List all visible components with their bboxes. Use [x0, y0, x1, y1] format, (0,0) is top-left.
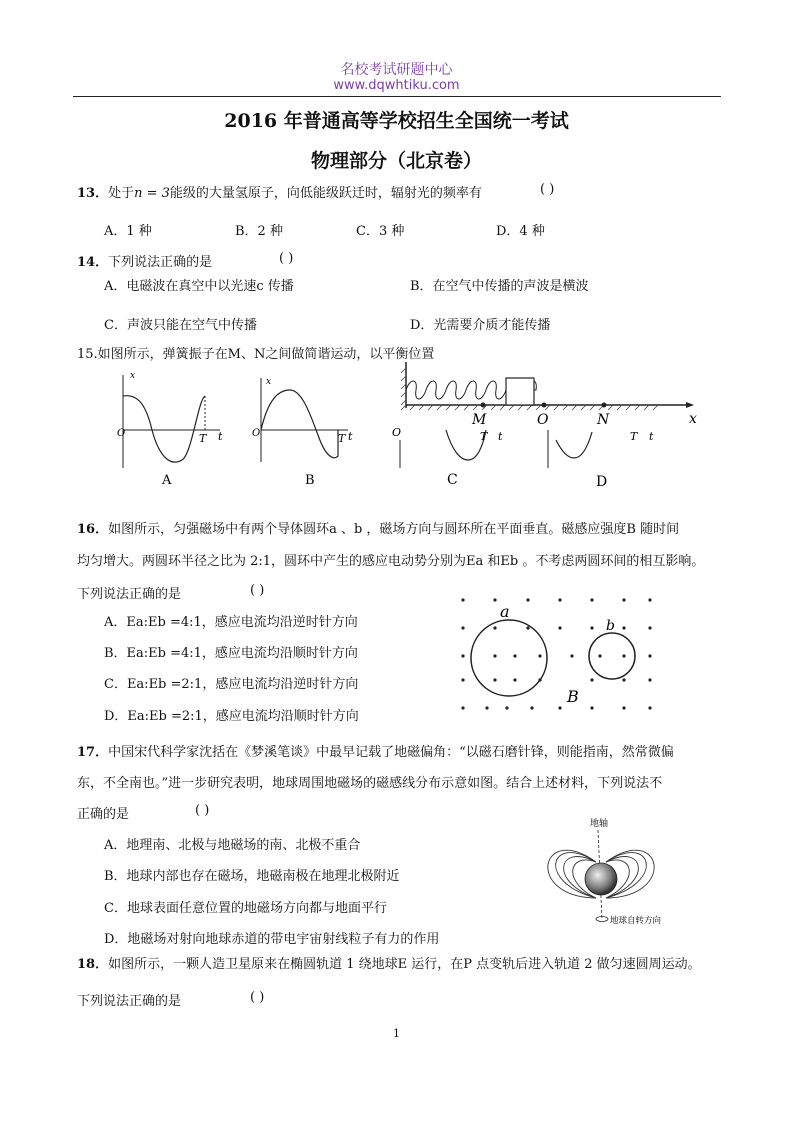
graph-c-label: C — [447, 472, 458, 488]
q17-option-d: D．地磁场对射向地球赤道的带电宇宙射线粒子有力的作用 — [104, 932, 440, 947]
header-rule — [73, 96, 721, 97]
q14-option-a: A．电磁波在真空中以光速c 传播 — [104, 279, 294, 294]
graph-c-period: T — [480, 430, 488, 443]
q16-line2: 均匀增大。两圆环半径之比为 2:1，圆环中产生的感应电动势分别为Ea 和Eb 。不考虑两圆环间的相互影响。 — [77, 554, 705, 569]
q18-line1 — [77, 953, 701, 972]
q15-graph-d — [548, 430, 654, 490]
header-site-name: 名校考试研题中心 — [340, 62, 453, 78]
q17-option-b: B．地球内部也存在磁场，地磁南极在地理北极附近 — [104, 869, 400, 884]
q13-option-a: A．1 种 — [104, 224, 152, 239]
exam-title: 2016 年普通高等学校招生全国统一考试 — [224, 110, 569, 132]
graph-c-origin: O — [392, 426, 402, 439]
q16-option-a: A．Ea:Eb =4:1，感应电流均沿逆时针方向 — [104, 615, 358, 630]
graph-c-t-label: t — [498, 430, 503, 443]
graph-d-label: D — [596, 474, 608, 490]
q16-line1 — [77, 518, 679, 537]
q14-number: 14． — [77, 255, 109, 270]
q16-option-c: C．Ea:Eb =2:1，感应电流均沿逆时针方向 — [104, 677, 359, 692]
header-url: www.dqwhtiku.com — [333, 78, 460, 93]
q13-answer-paren: ( ) — [540, 182, 555, 197]
q13-option-c: C．3 种 — [356, 224, 405, 239]
earth-axis-label: 地轴 — [590, 819, 609, 829]
q15-spring-oscillator — [401, 362, 697, 428]
graph-d-period: T — [630, 430, 638, 443]
q18-answer-paren: ( ) — [250, 990, 265, 1005]
graph-d-curve — [556, 432, 592, 458]
ring-a — [471, 620, 547, 696]
graph-a-curve — [123, 396, 205, 462]
graph-b-curve — [261, 390, 338, 458]
graph-b-t-label: t — [348, 430, 353, 443]
graph-d-t-label: t — [649, 430, 654, 443]
point-o: O — [537, 412, 549, 428]
q18-text1: 如图所示，一颗人造卫星原来在椭圆轨道 1 绕地球E 运行，在P 点变轨后进入轨道 2 做匀速圆周运动。 — [108, 957, 701, 972]
graph-b-x-label: x — [266, 377, 272, 387]
q16-number: 16． — [77, 522, 109, 537]
q17-line1 — [77, 741, 674, 760]
q13-math: n = 3 — [134, 186, 170, 201]
q14-answer-paren: ( ) — [279, 251, 294, 266]
q18-line2: 下列说法正确的是 — [77, 994, 182, 1009]
graph-a-x-label: x — [130, 371, 136, 381]
graph-a-t-label: t — [218, 430, 223, 443]
q14-text: 下列说法正确的是 — [108, 255, 213, 270]
point-m: M — [472, 412, 487, 428]
q17-answer-paren: ( ) — [195, 803, 210, 818]
graph-a-label: A — [162, 473, 172, 488]
q13-post: 能级的大量氢原子，向低能级跃迁时，辐射光的频率有 — [169, 186, 482, 201]
q13-stem — [77, 182, 482, 201]
point-n: N — [597, 412, 610, 428]
graph-a-origin: O — [117, 428, 126, 439]
q17-text1: 中国宋代科学家沈括在《梦溪笔谈》中最早记载了地磁偏角：“以磁石磨针锋，则能指南，然常微偏 — [108, 745, 674, 760]
q17-option-a: A．地理南、北极与地磁场的南、北极不重合 — [104, 838, 361, 853]
earth — [585, 863, 617, 895]
ring-b — [589, 633, 635, 679]
q14-option-c: C．声波只能在空气中传播 — [104, 318, 257, 333]
q17-number: 17． — [77, 745, 109, 760]
spring-x-label: x — [689, 411, 697, 427]
q17-figure — [530, 812, 680, 930]
graph-a-period: T — [199, 432, 207, 445]
q13-option-d: D．4 种 — [496, 224, 545, 239]
page-number: 1 — [393, 1027, 400, 1040]
q15-stem: 15.如图所示，弹簧振子在M、N之间做简谐运动，以平衡位置 — [77, 347, 435, 362]
q15-graph-a — [117, 371, 223, 488]
graph-b-period: T — [338, 432, 346, 445]
graph-b-label: B — [305, 473, 315, 488]
field-b-label: B — [567, 687, 579, 706]
q16-line3: 下列说法正确的是 — [77, 587, 182, 602]
q16-text1: 如图所示，匀强磁场中有两个导体圆环a 、b ，磁场方向与圆环所在平面垂直。磁感应强度B 随时间 — [108, 522, 680, 537]
q17-option-c: C．地球表面任意位置的地磁场方向都与地面平行 — [104, 901, 387, 916]
q14-stem — [77, 251, 212, 270]
earth-rotation-label: 地球自转方向 — [610, 916, 662, 926]
q17-line2: 东，不全南也。”进一步研究表明，地球周围地磁场的磁感线分布示意如图。结合上述材料，下列说法不 — [77, 776, 663, 791]
q13-number: 13． — [77, 186, 109, 201]
exam-subtitle: 物理部分（北京卷） — [310, 150, 482, 172]
magnetic-field-dots — [461, 598, 651, 709]
q14-option-d: D．光需要介质才能传播 — [410, 318, 551, 333]
q16-figure — [450, 590, 670, 720]
q16-option-b: B．Ea:Eb =4:1，感应电流均沿顺时针方向 — [104, 646, 358, 661]
q15-graph-b — [252, 377, 353, 488]
q15-figures — [100, 360, 720, 500]
ring-b-label: b — [606, 618, 615, 634]
mass-block — [506, 378, 534, 405]
q17-line3: 正确的是 — [77, 807, 130, 822]
q18-number: 18． — [77, 957, 109, 972]
q16-option-d: D．Ea:Eb =2:1，感应电流均沿顺时针方向 — [104, 709, 359, 724]
q13-option-b: B．2 种 — [235, 224, 283, 239]
q14-option-b: B．在空气中传播的声波是横波 — [410, 279, 589, 294]
q13-pre: 处于 — [108, 186, 135, 201]
ring-a-label: a — [500, 602, 510, 621]
q16-answer-paren: ( ) — [250, 583, 265, 598]
graph-b-origin: O — [252, 428, 261, 439]
q15-graph-c — [392, 426, 503, 488]
